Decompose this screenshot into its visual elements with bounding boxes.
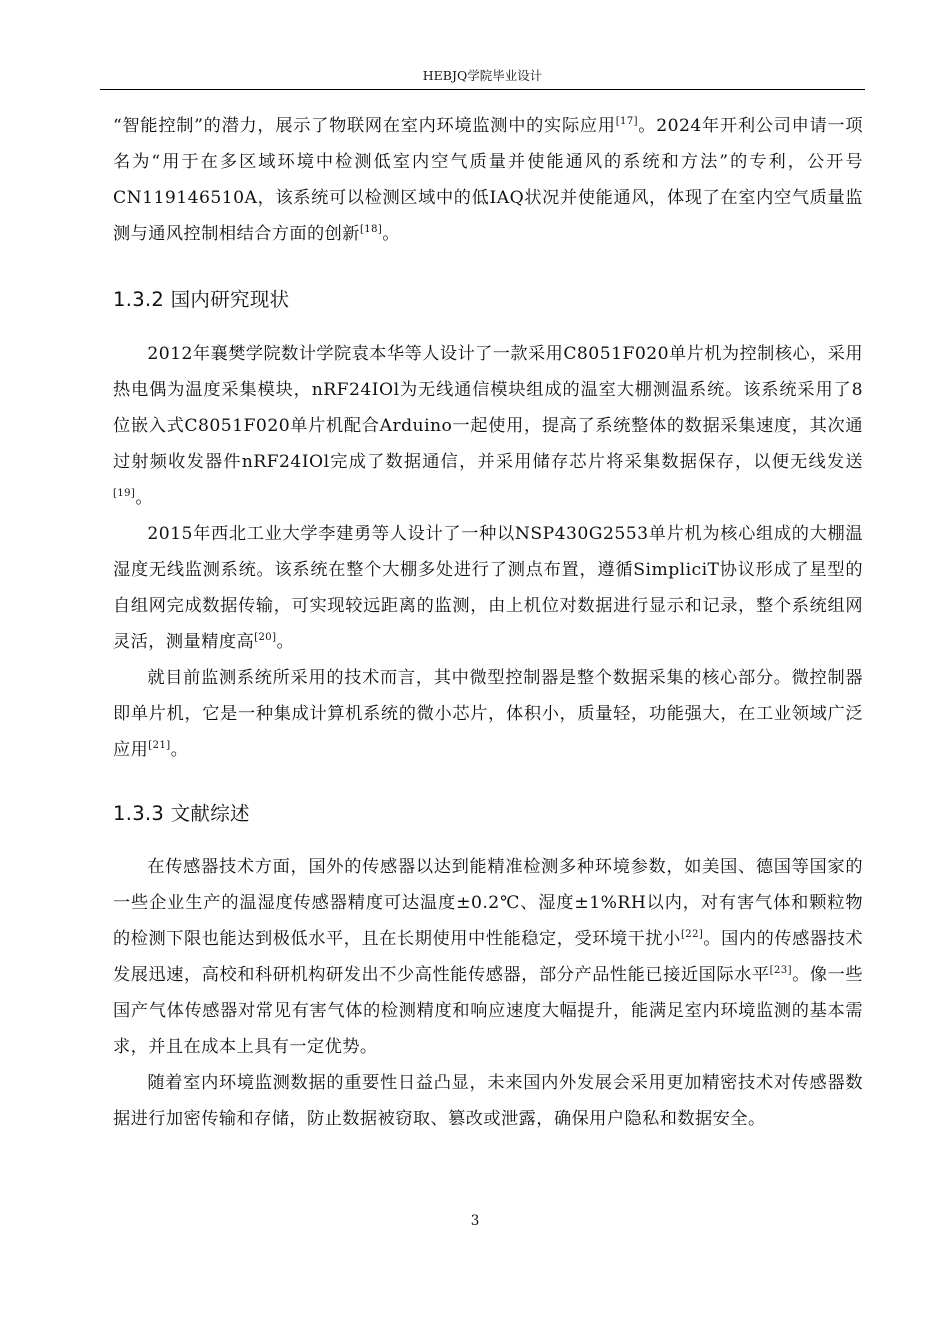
page-header: HEBJQ学院毕业设计 [100, 66, 865, 90]
paragraph-text: 。2024年开利公司申请一项名为“用于在多区域环境中检测低室内空气质量并使能通风的系统和方法”的专利，公开号CN119146510A，该系统可以检测区域中的低IAQ状况并使能通风，体现了在室内空气质量监测与通风控制相结合方面的创新 [113, 116, 863, 244]
paragraph-text: 2015年西北工业大学李建勇等人设计了一种以NSP430G2553单片机为核心组成的大棚温湿度无线监测系统。该系统在整个大棚多处进行了测点布置，遵循SimpliciT协议形成了星型的自组网完成数据传输，可实现较远距离的监测，由上机位对数据进行显示和记录，整个系统组网灵活，测量精度高 [113, 524, 863, 652]
citation-ref: [22] [680, 929, 704, 940]
citation-ref: [20] [254, 632, 277, 643]
paragraph-text: 2012年襄樊学院数计学院袁本华等人设计了一款采用C8051F020单片机为控制核心，采用热电偶为温度采集模块，nRF24IOl为无线通信模块组成的温室大棚测温系统。该系统采用了8位嵌入式C8051F020单片机配合Arduino一起使用，提高了系统整体的数据采集速度，其次通过射频收发器件nRF24IOl完成了数据通信，并采用储存芯片将采集数据保存，以便无线发送 [113, 344, 864, 472]
page-number: 3 [470, 1213, 480, 1229]
citation-ref: [21] [148, 740, 171, 751]
citation-ref: [23] [769, 965, 792, 976]
paragraph-text: 。 [170, 740, 189, 760]
citation-ref: [18] [359, 224, 383, 235]
paragraph-data-security: 随着室内环境监测数据的重要性日益凸显，未来国内外发展会采用更加精密技术对传感器数据进行加密传输和存储，防止数据被窃取、篡改或泄露，确保用户隐私和数据安全。 [113, 1073, 863, 1129]
paragraph-iot-application [113, 108, 863, 252]
paragraph-text: 。国内的传感器技术发展迅速，高校和科研机构研发出不少高性能传感器，部分产品性能已接近国际水平 [113, 929, 863, 985]
paragraph-text: 在传感器技术方面，国外的传感器以达到能精准检测多种环境参数，如美国、德国等国家的一些企业生产的温湿度传感器精度可达温度±0.2℃、湿度±1%RH以内，对有害气体和颗粒物的检测下限也能达到极低水平，且在长期使用中性能稳定，受环境干扰小 [113, 857, 863, 949]
paragraph-text: 。 [382, 224, 400, 244]
paragraph-text: 。 [276, 632, 295, 652]
paragraph-microcontroller [113, 660, 863, 768]
paragraph-text: 。 [135, 488, 153, 508]
citation-ref: [17] [615, 116, 639, 127]
paragraph-text: “智能控制”的潜力，展示了物联网在室内环境监测中的实际应用 [113, 116, 616, 136]
paragraph-text: 。像一些国产气体传感器对常见有害气体的检测精度和响应速度大幅提升，能满足室内环境监测的基本需求，并且在成本上具有一定优势。 [113, 965, 863, 1057]
paragraph-greenhouse-system [113, 336, 863, 516]
page-body [113, 108, 863, 1137]
paragraph-sensor-technology [113, 849, 863, 1065]
paragraph-wireless-monitoring [113, 516, 863, 660]
citation-ref: [19] [113, 488, 136, 499]
section-heading-domestic-research: 1.3.2 国内研究现状 [113, 288, 290, 311]
paragraph-text: 就目前监测系统所采用的技术而言，其中微型控制器是整个数据采集的核心部分。微控制器即单片机，它是一种集成计算机系统的微小芯片，体积小，质量轻，功能强大，在工业领域广泛应用 [113, 668, 863, 760]
section-heading-literature-review: 1.3.3 文献综述 [113, 802, 250, 825]
